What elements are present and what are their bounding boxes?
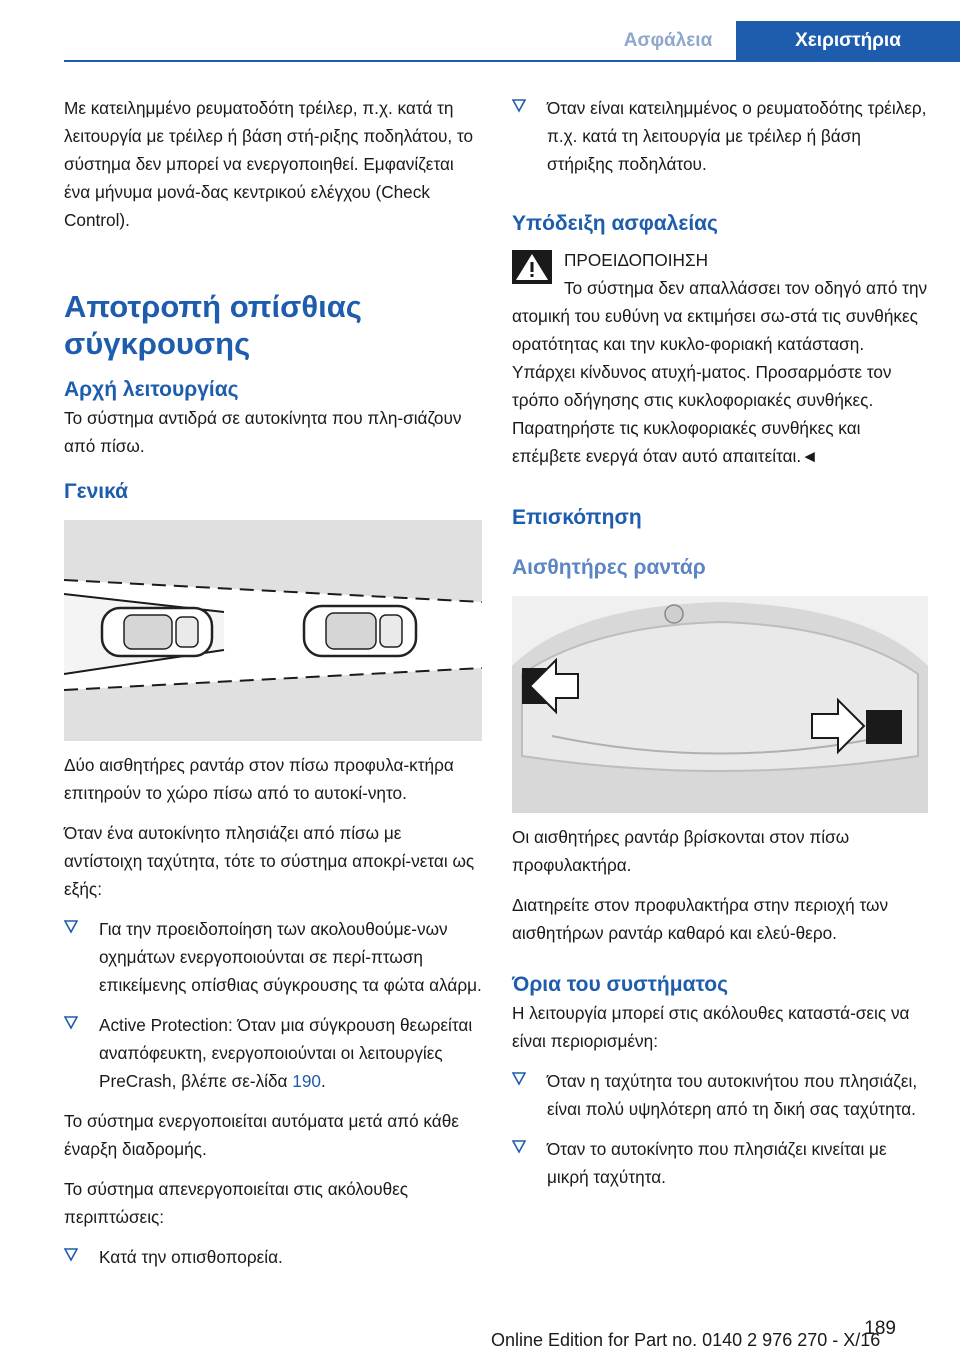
left-column bbox=[64, 94, 482, 1271]
limits-heading: Όρια του συστήματος bbox=[512, 973, 729, 996]
bullet-text: Όταν το αυτοκίνητο που πλησιάζει κινείται με μικρή ταχύτητα. bbox=[547, 1139, 887, 1187]
edition-text: Online Edition for Part no. 0140 2 976 270 - X/16 bbox=[491, 1330, 881, 1350]
warning-block bbox=[512, 246, 928, 470]
list-item bbox=[512, 94, 928, 178]
section-title-line1: Αποτροπή οπίσθιας bbox=[64, 289, 362, 324]
list-item bbox=[512, 1067, 928, 1123]
tab-safety[interactable]: Ασφάλεια bbox=[623, 30, 713, 51]
general-heading: Γενικά bbox=[64, 480, 129, 503]
right-column bbox=[512, 94, 928, 1191]
bullet-text: Όταν η ταχύτητα του αυτοκινήτου που πλησιάζει, είναι πολύ υψηλότερη από τη δική σας ταχύτητα. bbox=[547, 1071, 918, 1119]
bullet-end: . bbox=[320, 1071, 326, 1091]
approach-text: Όταν ένα αυτοκίνητο πλησιάζει από πίσω με αντίστοιχη ταχύτητα, τότε το σύστημα αποκρί-νεται ως εξής: bbox=[64, 823, 475, 899]
bullet-text: Κατά την οπισθοπορεία. bbox=[99, 1247, 283, 1267]
overview-heading: Επισκόπηση bbox=[512, 506, 642, 529]
bullet-text: Active Protection: Όταν μια σύγκρουση θεωρείται αναπόφευκτη, ενεργοποιούνται οι λειτουργίες PreCrash, βλέπε σε-λίδα bbox=[99, 1015, 473, 1091]
list-item bbox=[64, 1011, 482, 1095]
radar-sensor-figure bbox=[512, 596, 928, 813]
header-tabs bbox=[0, 21, 960, 61]
warning-icon bbox=[512, 250, 552, 284]
limits-text: Η λειτουργία μπορεί στις ακόλουθες καταστά-σεις να είναι περιορισμένη: bbox=[512, 1003, 910, 1051]
keep-clean-text: Διατηρείτε στον προφυλακτήρα στην περιοχή των αισθητήρων ραντάρ καθαρό και ελεύ-θερο. bbox=[512, 895, 889, 943]
tab-controls[interactable]: Χειριστήρια bbox=[736, 21, 960, 61]
triangle-bullet-icon bbox=[64, 1016, 78, 1030]
two-cars-illustration bbox=[64, 520, 482, 741]
warning-title: ΠΡΟΕΙΔΟΠΟΙΗΣΗ bbox=[564, 250, 708, 270]
rear-car-icon bbox=[102, 608, 212, 656]
limits-list bbox=[512, 1067, 928, 1191]
bullet-text: Όταν είναι κατειλημμένος ο ρευματοδότης τρέιλερ, π.χ. κατά τη λειτουργία με τρέιλερ ή βάση στήριξης ποδηλάτου. bbox=[547, 98, 927, 174]
sensor-caption: Οι αισθητήρες ραντάρ βρίσκονται στον πίσω προφυλακτήρα. bbox=[512, 827, 850, 875]
section-title-line2: σύγκρουσης bbox=[64, 326, 251, 361]
response-list bbox=[64, 915, 482, 1095]
car-rear-illustration bbox=[512, 596, 928, 813]
header-rule bbox=[64, 60, 960, 62]
triangle-bullet-icon bbox=[512, 99, 526, 113]
triangle-bullet-icon bbox=[512, 1072, 526, 1086]
radar-heading: Αισθητήρες ραντάρ bbox=[512, 556, 706, 579]
bullet-text: Για την προειδοποίηση των ακολουθούμε-νων οχημάτων ενεργοποιούνται σε περί-πτωση επικείμενης οπίσθιας σύγκρουσης τα φώτα αλάρμ. bbox=[99, 919, 482, 995]
triangle-bullet-icon bbox=[512, 1140, 526, 1154]
page-number: 189 bbox=[864, 1318, 896, 1339]
auto-activation-text: Το σύστημα ενεργοποιείται αυτόματα μετά από κάθε έναρξη διαδρομής. bbox=[64, 1111, 459, 1159]
list-item bbox=[64, 1243, 482, 1271]
triangle-bullet-icon bbox=[64, 1248, 78, 1262]
list-item bbox=[64, 915, 482, 999]
right-radar-sensor bbox=[866, 710, 902, 744]
rear-collision-figure bbox=[64, 520, 482, 741]
intro-paragraph: Με κατειλημμένο ρευματοδότη τρέιλερ, π.χ. κατά τη λειτουργία με τρέιλερ ή βάση στή-ριξης ποδηλάτου, το σύστημα δεν μπορεί να ενεργοποιηθεί. Εμφανίζεται ένα μήνυμα μονά-δας κεντρικού ελέγχου (Check Control). bbox=[64, 98, 474, 230]
warning-text: Το σύστημα δεν απαλλάσσει τον οδηγό από την ατομική του ευθύνη να εκτιμήσει σω-στά τις συνθήκες ορατότητας και την κυκλο-φοριακή κατάσταση. Υπάρχει κίνδυνος ατυχή-ματος. Προσαρμόστε τον τρόπο οδήγησης στις κυκλοφοριακές συνθήκες. Παρατηρήστε τις κυκλοφοριακές συνθήκες και επέμβετε ενεργά όταν αυτό απαιτείται.◄ bbox=[512, 278, 928, 466]
principle-text: Το σύστημα αντιδρά σε αυτοκίνητα που πλη-σιάζουν από πίσω. bbox=[64, 408, 462, 456]
deactivation-text: Το σύστημα απενεργοποιείται στις ακόλουθες περιπτώσεις: bbox=[64, 1179, 409, 1227]
principle-heading: Αρχή λειτουργίας bbox=[64, 378, 239, 401]
list-item bbox=[512, 1135, 928, 1191]
deactivation-list bbox=[64, 1243, 482, 1271]
top-list bbox=[512, 94, 928, 178]
page-link[interactable]: 190 bbox=[292, 1071, 321, 1091]
footer bbox=[0, 1318, 960, 1362]
section-title bbox=[64, 288, 482, 362]
safety-heading: Υπόδειξη ασφαλείας bbox=[512, 212, 718, 235]
triangle-bullet-icon bbox=[64, 920, 78, 934]
figure-caption: Δύο αισθητήρες ραντάρ στον πίσω προφυλα-κτήρα επιτηρούν το χώρο πίσω από το αυτοκί-νητο. bbox=[64, 755, 454, 803]
front-car-icon bbox=[304, 606, 416, 656]
